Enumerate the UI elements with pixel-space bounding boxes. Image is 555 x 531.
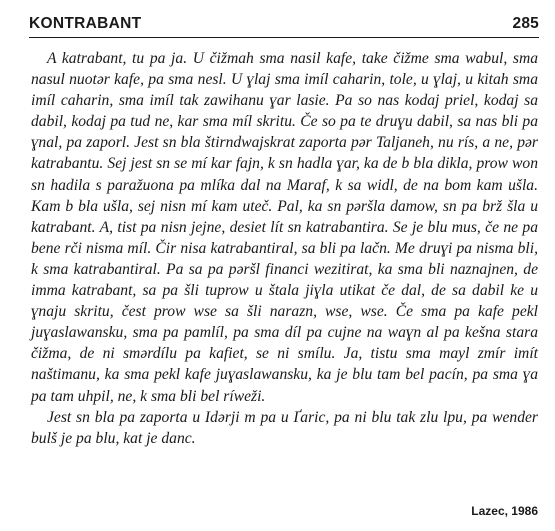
chapter-title: KONTRABANT	[29, 15, 142, 32]
paragraph-2: Jest sn bla pa zaporta u Idərji m pa u Ґaric, pa ni blu tak zlu lpu, pa wender bulš je pa blu, kat je danc.	[31, 408, 538, 447]
source-attribution: Lazec, 1986	[471, 504, 538, 518]
body-text	[31, 48, 538, 449]
paragraph-1: A katrabant, tu pa ja. U čižmah sma nasil kafe, take čižme sma wabul, sma nasul nuotər kafe, pa sma nesl. U ɣlaj sma imíl caharin, tole, u ɣlaj, u kitah sma imíl caharin, sma imíl tak zawihanu ɣar lasie. Pa so nas kodaj priel, kodaj sa dabil, kodaj pa tud ne, kar sma míl skritu. Če so pa te druɣu dabil, sa nas bli pa ɣnal, pa zaporl. Jest sn bla štirndwajskrat zaporta pər Taljaneh, nu rís, a ne, pər katrabantu. Sej jest sn se mí kar fajn, k sn hadla ɣar, ka de b bla dikla, prow won sn hadila s paražuona pa mlíka dal na Maraf, k sa widl, de na bom kam ušla. Kam b bla ušla, sej nisn mí kam uteč. Pal, ka sn pəršla damow, sn pa brž šla u katrabant. A, tist pa nisn jejne, desiet lít sn katrabantira. Se je blu mus, če ne pa bene rči nisma míl. Čir nisa katrabantiral, sa bli pa lačn. Me druɣi pa nisma bli, k sma katrabantiral. Pa sa pa pəršl financi wezitirat, ka sma bli naznajnen, de imma katrabant, sa pa šli tuprow u štala jiɣla utikat če dal, de sa dabil ke u ɣnaju skritu, čest prow wse sa šli narazn, wse, wse. Če sma pa kafe pekl juɣaslawansku, sma pa pamlíl, pa sma díl pa cujne na waɣn al pa kešna stara čižma, de ni smərdílu pa kafiet, se ni smílu. Ja, tistu sma mayl zmír imít naštimanu, ka sma pekl kafe juɣaslawansku, ka je blu tam bel pacín, pa sma ɣa pa tam uhpil, ne, k sma bli bel ríweži.	[31, 50, 538, 405]
page-number: 285	[512, 15, 539, 32]
running-header	[29, 12, 539, 38]
